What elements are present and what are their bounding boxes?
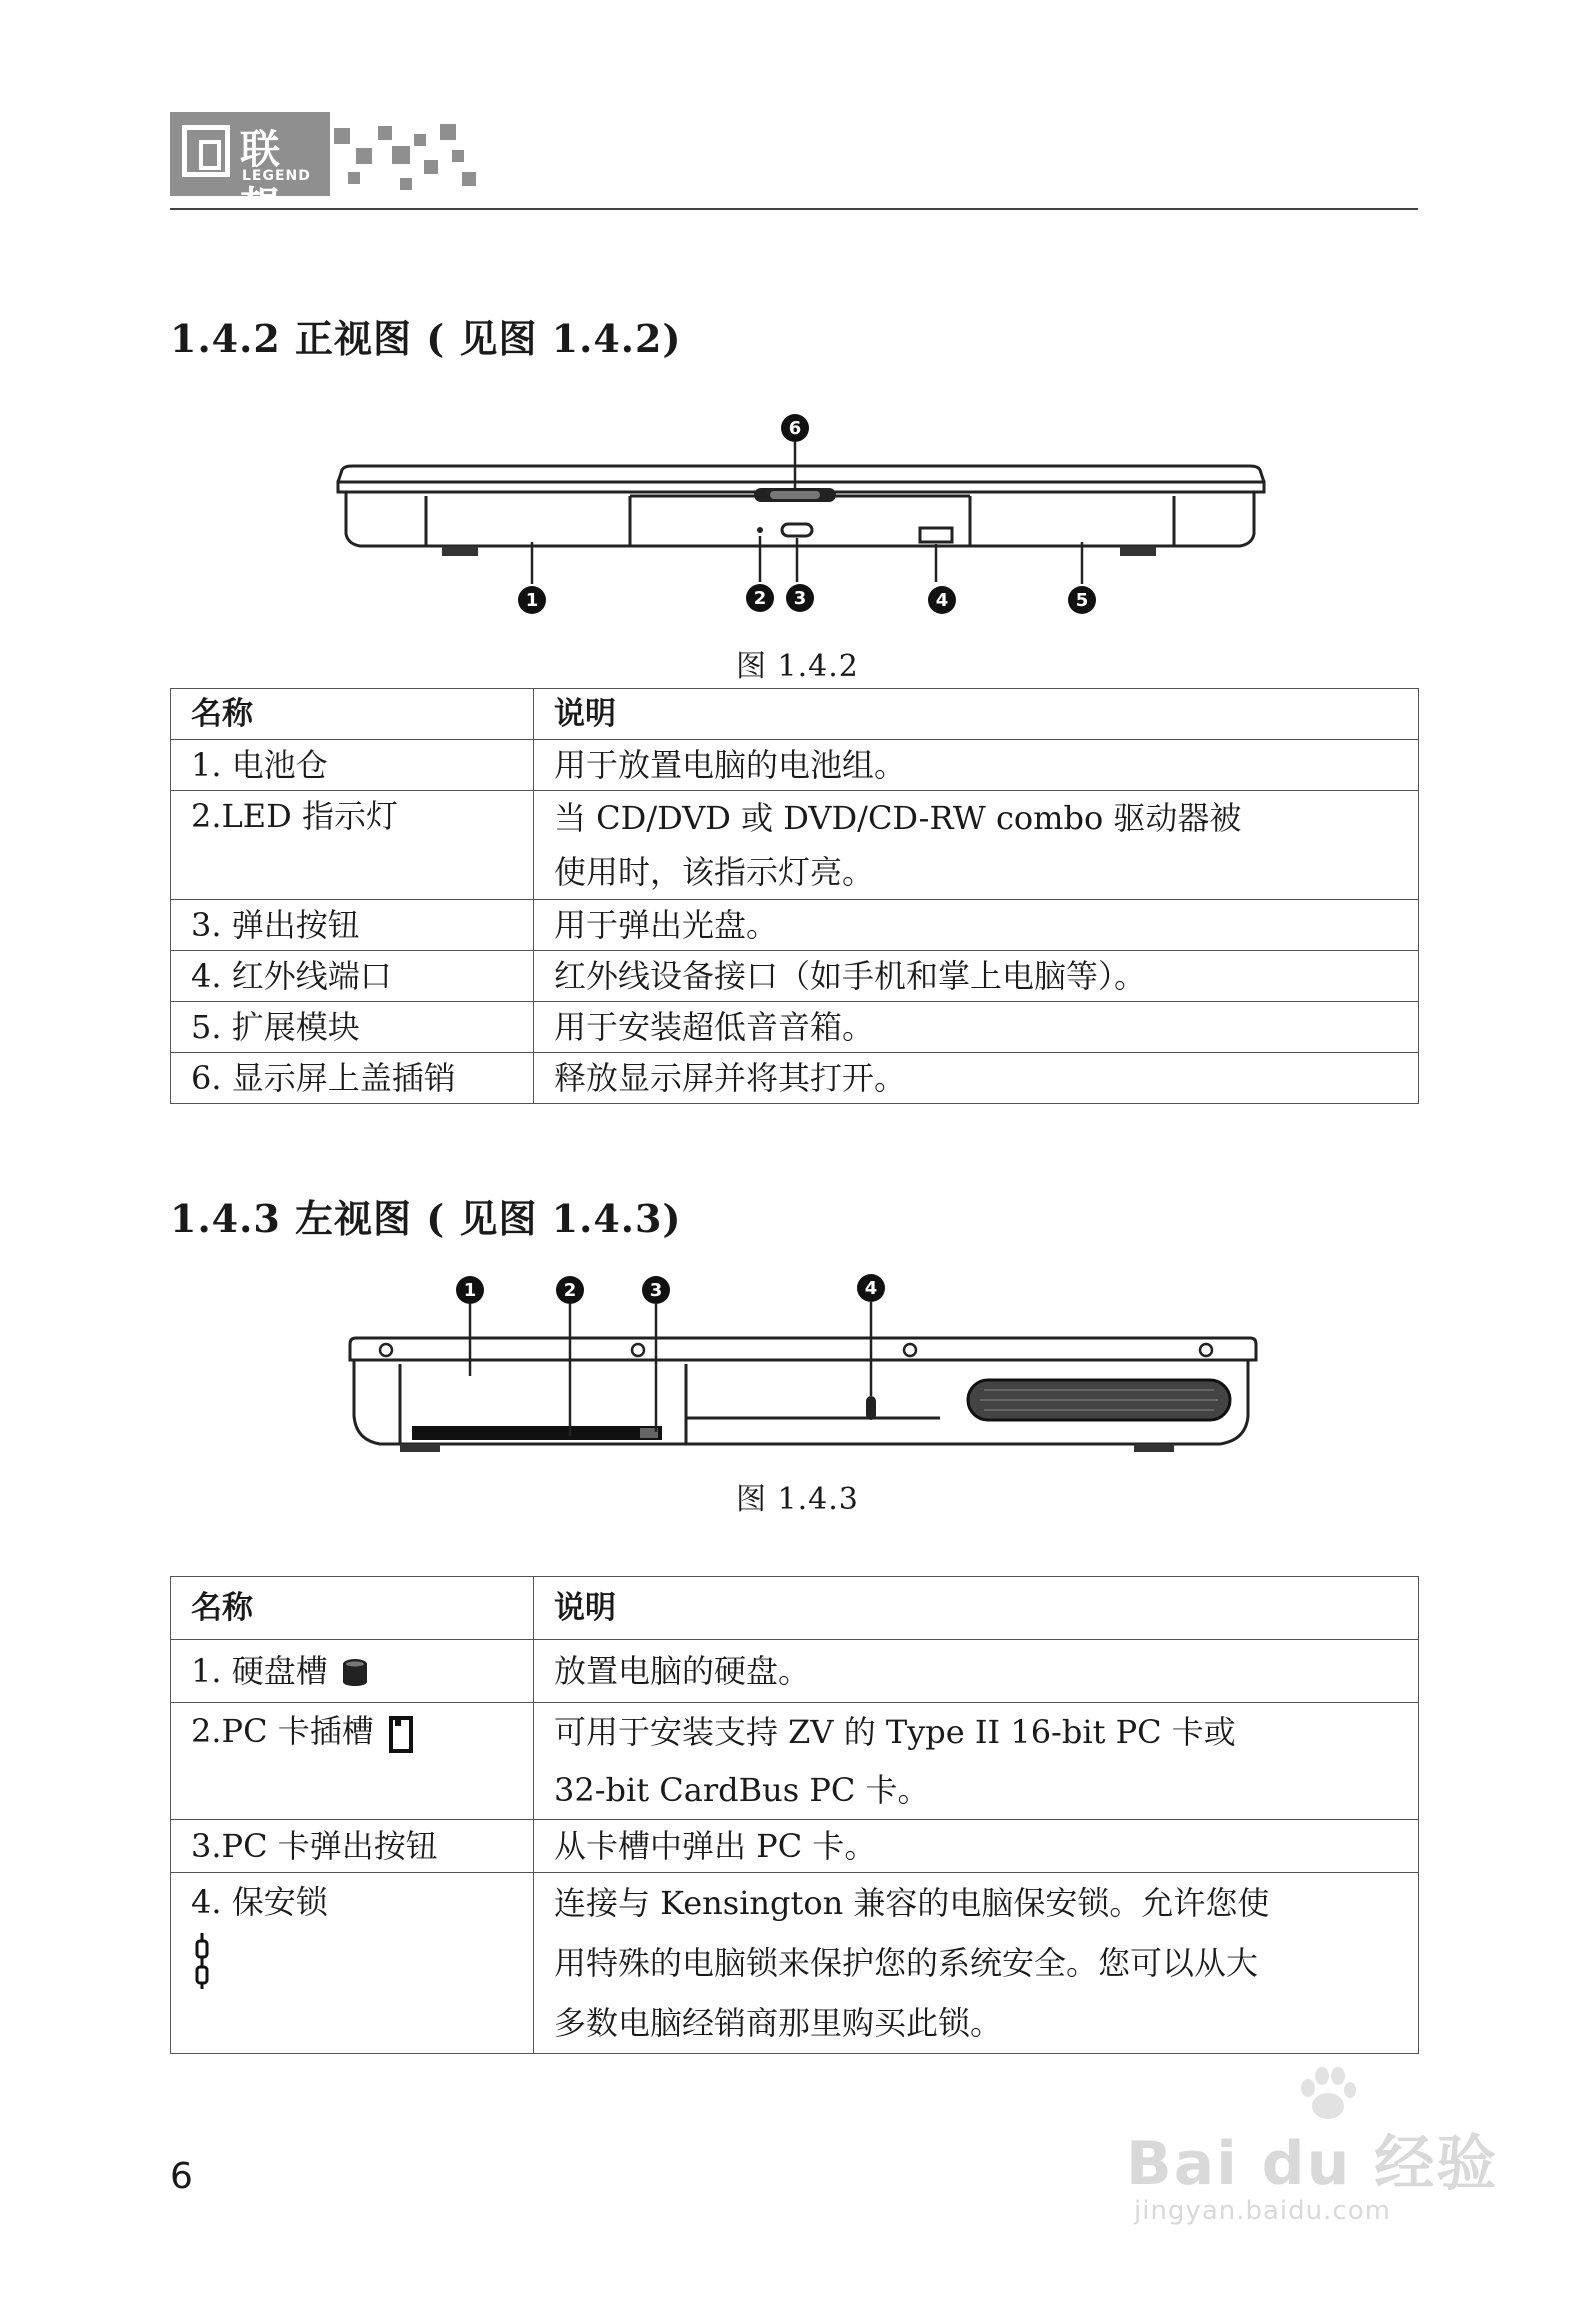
row-desc bbox=[534, 1703, 1419, 1820]
row-name-text: 4. 保安锁 bbox=[191, 1883, 328, 1921]
row-desc-line: 连接与 Kensington 兼容的电脑保安锁。允许您使 bbox=[554, 1884, 1270, 1922]
row-desc: 从卡槽中弹出 PC 卡。 bbox=[534, 1820, 1419, 1873]
table-row bbox=[171, 1002, 1419, 1053]
callout-1-label: 1 bbox=[463, 1280, 477, 1301]
row-desc-line: 多数电脑经销商那里购买此锁。 bbox=[554, 2004, 1003, 2042]
left-view-figure bbox=[340, 1268, 1260, 1492]
table-row bbox=[171, 951, 1419, 1002]
figure-caption-1-4-3: 图 1.4.3 bbox=[736, 1482, 859, 1517]
security-lock-icon bbox=[191, 1931, 213, 1991]
table-row bbox=[171, 900, 1419, 951]
section-heading-left-view: 1.4.3 左视图 ( 见图 1.4.3) bbox=[170, 1196, 682, 1241]
callout-3-label: 3 bbox=[649, 1280, 663, 1301]
row-name: 4. 红外线端口 bbox=[171, 951, 534, 1002]
callout-2-label: 2 bbox=[563, 1280, 577, 1301]
table-row bbox=[171, 1703, 1419, 1820]
row-desc-line: 当 CD/DVD 或 DVD/CD-RW combo 驱动器被 bbox=[554, 799, 1242, 837]
row-name bbox=[171, 1873, 534, 2054]
table-row bbox=[171, 1640, 1419, 1703]
logo-text: 联想 bbox=[240, 127, 281, 230]
logo-subtext: LEGEND bbox=[242, 168, 311, 184]
figure-caption-1-4-2: 图 1.4.2 bbox=[736, 649, 859, 684]
row-name-text: 2.PC 卡插槽 bbox=[191, 1712, 374, 1750]
row-desc bbox=[534, 791, 1419, 900]
front-view-table bbox=[170, 688, 1419, 1104]
row-desc-line: 用特殊的电脑锁来保护您的系统安全。您可以从大 bbox=[554, 1944, 1259, 1982]
callout-5-label: 5 bbox=[1075, 590, 1089, 611]
header-name: 名称 bbox=[171, 689, 534, 740]
row-desc: 释放显示屏并将其打开。 bbox=[534, 1053, 1419, 1104]
table-row bbox=[171, 1053, 1419, 1104]
row-desc-line: 使用时，该指示灯亮。 bbox=[554, 853, 875, 891]
table-row bbox=[171, 1873, 1419, 2054]
callout-2-label: 2 bbox=[753, 588, 767, 609]
table-header-row bbox=[171, 1577, 1419, 1640]
row-desc: 用于安装超低音音箱。 bbox=[534, 1002, 1419, 1053]
row-name-text: 1. 硬盘槽 bbox=[191, 1652, 328, 1690]
table-row bbox=[171, 1820, 1419, 1873]
header-desc: 说明 bbox=[534, 1577, 1419, 1640]
row-desc: 用于放置电脑的电池组。 bbox=[534, 740, 1419, 791]
legend-logo-mark-icon bbox=[182, 125, 230, 177]
left-view-table bbox=[170, 1576, 1419, 2054]
row-name: 3. 弹出按钮 bbox=[171, 900, 534, 951]
table-header-row bbox=[171, 689, 1419, 740]
header-name: 名称 bbox=[171, 1577, 534, 1640]
row-name: 5. 扩展模块 bbox=[171, 1002, 534, 1053]
table-row bbox=[171, 791, 1419, 900]
section-heading-front-view: 1.4.2 正视图 ( 见图 1.4.2) bbox=[170, 316, 682, 361]
page-number: 6 bbox=[170, 2156, 193, 2197]
table-row bbox=[171, 740, 1419, 791]
front-view-figure bbox=[330, 406, 1270, 628]
callout-4-label: 4 bbox=[935, 590, 949, 611]
callout-3-label: 3 bbox=[793, 588, 807, 609]
row-desc-line: 32-bit CardBus PC 卡。 bbox=[554, 1771, 930, 1809]
row-name: 3.PC 卡弹出按钮 bbox=[171, 1820, 534, 1873]
row-desc: 放置电脑的硬盘。 bbox=[534, 1640, 1419, 1703]
watermark-url: jingyan.baidu.com bbox=[1134, 2196, 1391, 2226]
callout-4-label: 4 bbox=[864, 1278, 878, 1299]
pc-card-icon bbox=[388, 1714, 414, 1754]
row-desc bbox=[534, 1873, 1419, 2054]
row-desc-line: 可用于安装支持 ZV 的 Type II 16-bit PC 卡或 bbox=[554, 1713, 1236, 1751]
callout-1-label: 1 bbox=[525, 590, 539, 611]
callout-6-label: 6 bbox=[788, 418, 802, 439]
row-name: 6. 显示屏上盖插销 bbox=[171, 1053, 534, 1104]
watermark-brand: Bai du 经验 bbox=[1126, 2129, 1499, 2199]
row-desc: 红外线设备接口（如手机和掌上电脑等）。 bbox=[534, 951, 1419, 1002]
hard-disk-icon bbox=[342, 1658, 368, 1686]
row-name bbox=[171, 1703, 534, 1820]
row-name: 1. 电池仓 bbox=[171, 740, 534, 791]
row-name bbox=[171, 1640, 534, 1703]
row-name: 2.LED 指示灯 bbox=[171, 791, 534, 900]
header-desc: 说明 bbox=[534, 689, 1419, 740]
header-divider bbox=[170, 208, 1418, 210]
row-desc: 用于弹出光盘。 bbox=[534, 900, 1419, 951]
